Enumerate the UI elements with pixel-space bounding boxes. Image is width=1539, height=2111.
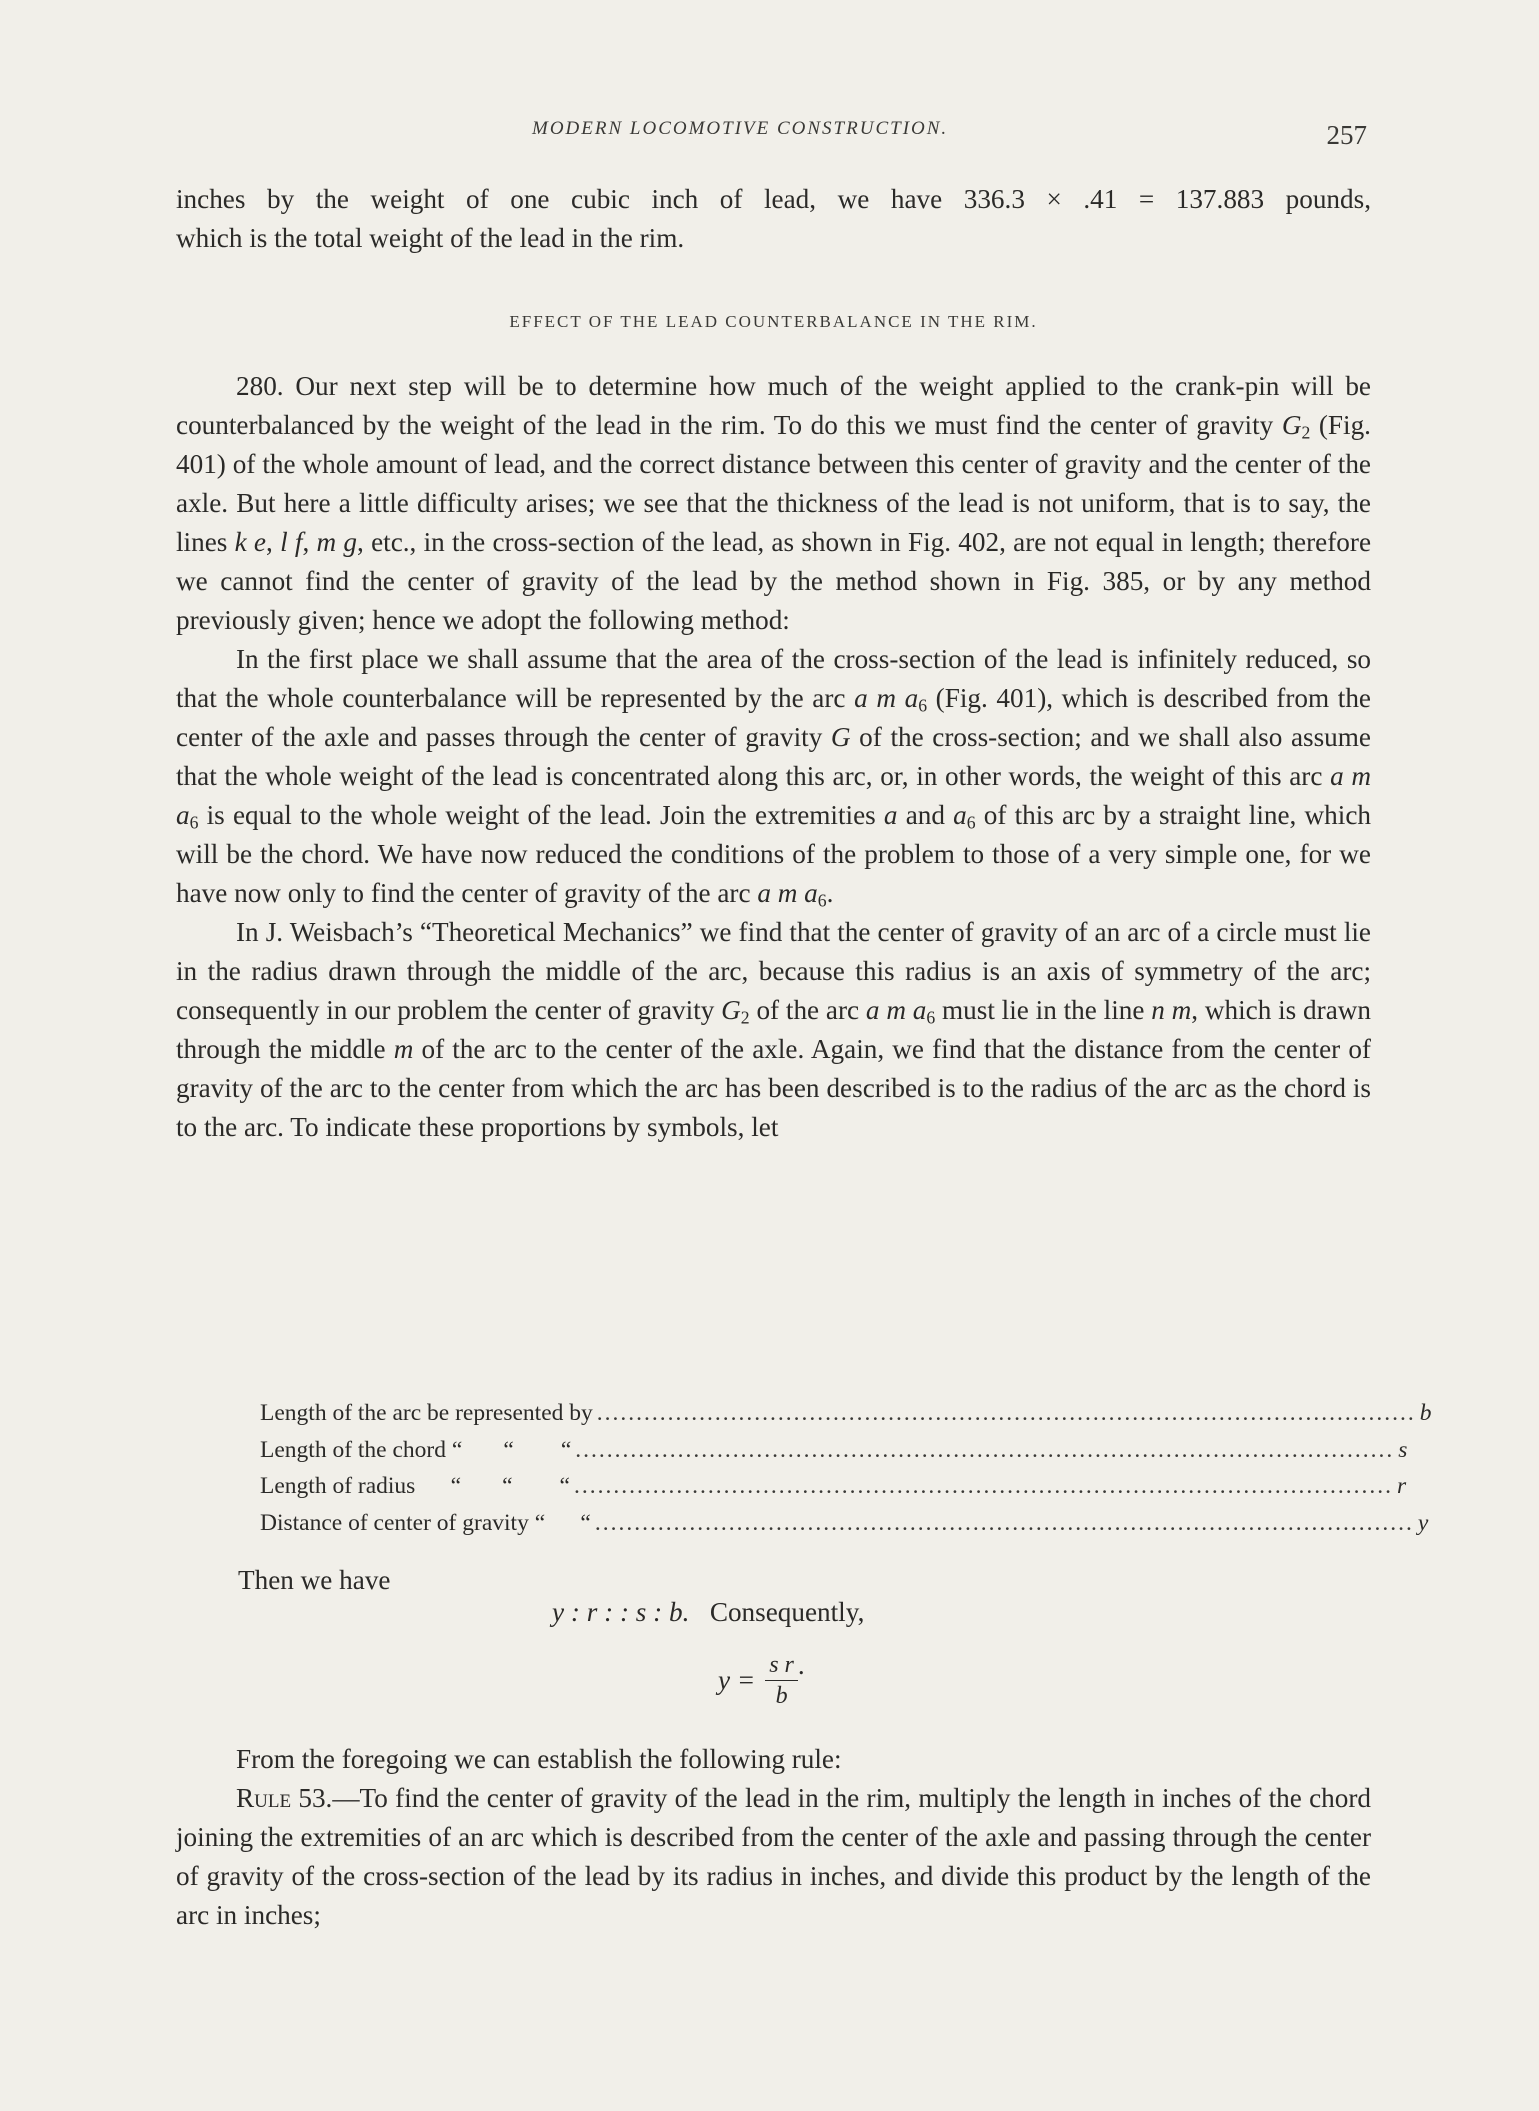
formula-y	[718, 1650, 805, 1711]
leader-dots: ........................................................................................................	[574, 1473, 1393, 1499]
definition-label: Length of radius “ “ “	[260, 1473, 570, 1499]
formula-lhs: y =	[718, 1665, 756, 1695]
definition-row	[260, 1432, 1408, 1469]
definition-symbol: b	[1419, 1400, 1432, 1426]
definition-label: Length of the arc be represented by	[260, 1400, 593, 1426]
fraction-denominator: b	[775, 1683, 788, 1709]
foregoing-paragraph: From the foregoing we can establish the following rule:	[236, 1744, 842, 1774]
fraction	[765, 1650, 798, 1711]
continuation-paragraph	[176, 180, 1371, 258]
definition-row	[260, 1468, 1407, 1505]
leader-dots: ........................................................................................................	[575, 1436, 1395, 1463]
continuation-line-2: which is the total weight of the lead in the rim.	[176, 223, 685, 253]
paragraph-weisbach: In J. Weisbach’s “Theoretical Mechanics” we find that the center of gravity of an arc of a circle must lie in the radius drawn through the middle of the arc, because this radius is an axis of symmetry of the arc; consequently in our problem the center of gravity $G_2$ of the arc a m $a_6$ must lie in the line n m, which is drawn through the middle m of the arc to the center of the axle. Again, we find that the distance from the center of gravity of the arc to the center from which the arc has been described is to the radius of the arc as the chord is to the arc. To indicate these proportions by symbols, let	[176, 917, 1371, 1142]
continuation-line-1: inches by the weight of one cubic inch of lead, we have 336.3 × .41 = 137.883 pounds,	[176, 184, 1371, 214]
definition-symbol: s	[1398, 1436, 1408, 1463]
paragraph-first-place: In the first place we shall assume that the area of the cross-section of the lead is infinitely reduced, so that the whole counterbalance will be represented by the arc a m $a_6$ (Fig. 401), which is described from the center of the axle and passes through the center of gravity G of the cross-section; and we shall also assume that the whole weight of the lead is concentrated along this arc, or, in other words, the weight of this arc a m $a_6$ is equal to the whole weight of the lead. Join the extremities a and $a_6$ of this arc by a straight line, which will be the chord. We have now reduced the conditions of the problem to those of a very simple one, for we have now only to find the center of gravity of the arc a m $a_6$.	[176, 644, 1371, 911]
fraction-numerator: s r	[765, 1650, 798, 1681]
definition-row	[260, 1395, 1432, 1432]
leader-dots: ........................................................................................................	[596, 1400, 1416, 1426]
page-number: 257	[1326, 120, 1367, 150]
definition-row	[260, 1505, 1429, 1542]
definition-symbol: r	[1397, 1473, 1407, 1499]
definition-label: Length of the chord “ “ “	[260, 1436, 572, 1463]
paragraph-280: 280. Our next step will be to determine how much of the weight applied to the crank-pin will be counterbalanced by the weight of the lead in the rim. To do this we must find the center of gravity $G_2$ (Fig. 401) of the whole amount of lead, and the correct distance between this center of gravity and the center of the axle. But here a little difficulty arises; we see that the thickness of the lead is not uniform, that is to say, the lines k e, l f, m g, etc., in the cross-section of the lead, as shown in Fig. 402, are not equal in length; therefore we cannot find the center of gravity of the lead by the method shown in Fig. 385, or by any method previously given; hence we adopt the following method:	[176, 371, 1372, 635]
formula-end: .	[797, 1650, 805, 1680]
leader-dots: ........................................................................................................	[594, 1509, 1414, 1536]
definition-label: Distance of center of gravity “ “	[260, 1509, 591, 1536]
running-title: MODERN LOCOMOTIVE CONSTRUCTION.	[532, 118, 949, 139]
proportion-equation	[552, 1597, 864, 1628]
rule-53-paragraph: Rule 53.—To find the center of gravity of the lead in the rim, multiply the length in inches of the chord joining the extremities of an arc which is described from the center of the axle and passing through the center of gravity of the cross-section of the lead by its radius in inches, and divide this product by the length of the arc in inches;	[176, 1783, 1372, 1930]
rule-label: Rule	[236, 1783, 292, 1813]
symbol-definitions	[260, 1395, 1432, 1541]
proportion-expression: y : r : : s : b.	[552, 1597, 690, 1627]
section-heading: EFFECT OF THE LEAD COUNTERBALANCE IN THE RIM.	[509, 312, 1038, 331]
rule-text	[176, 1740, 1371, 1935]
main-text	[176, 367, 1371, 1147]
proportion-consequently: Consequently,	[709, 1597, 865, 1627]
definition-symbol: y	[1417, 1509, 1429, 1536]
then-we-have: Then we have	[238, 1565, 391, 1595]
